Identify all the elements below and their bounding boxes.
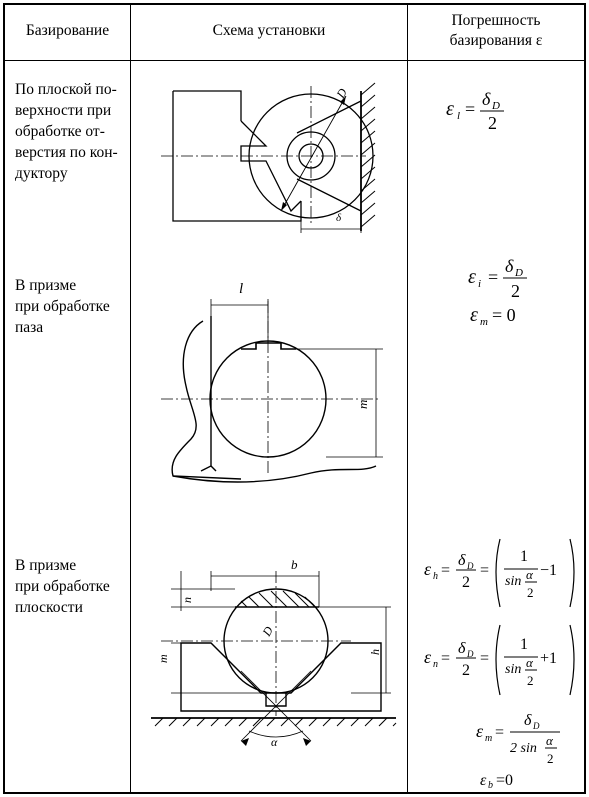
svg-text:ε: ε <box>424 559 432 579</box>
row1-line: По плоской по- <box>15 81 117 98</box>
header-error <box>408 11 584 51</box>
f1-eps: ε <box>446 98 454 120</box>
svg-text:ε: ε <box>470 304 478 326</box>
f3-h-alpha: α <box>526 567 533 582</box>
f2-den: 2 <box>511 281 520 301</box>
label-m3: m <box>156 654 170 663</box>
f3-m-sub: m <box>485 733 493 744</box>
svg-text:=: = <box>495 724 505 741</box>
svg-text:D: D <box>533 721 540 731</box>
f3-h-sin: sin <box>505 574 522 589</box>
scheme-conductor <box>131 61 407 251</box>
f3-h-minus: −1 <box>540 562 558 579</box>
svg-text:ε: ε <box>480 772 487 789</box>
row2-line: паза <box>15 319 44 336</box>
svg-text:=: = <box>465 99 476 119</box>
svg-text:D: D <box>467 561 474 571</box>
row1-line: верстия по кон- <box>15 144 118 161</box>
header-basing: Базирование <box>25 22 110 39</box>
f3-h-two: 2 <box>527 585 534 600</box>
scheme-plane <box>131 551 407 791</box>
header-scheme: Схема установки <box>212 22 326 39</box>
f2-num: δ <box>505 256 514 276</box>
f2-rhs: = 0 <box>492 305 516 325</box>
header-error-line2: базирования ε <box>449 32 543 49</box>
f3-n-plus: +1 <box>540 650 558 667</box>
svg-text:1: 1 <box>520 636 528 653</box>
header-error-line1: Погрешность <box>451 12 541 29</box>
row1-basing <box>15 79 127 184</box>
row3-line: плоскости <box>15 599 83 616</box>
svg-text:δ: δ <box>458 552 466 569</box>
svg-text:2: 2 <box>462 574 470 591</box>
row1-line: дуктору <box>15 165 68 182</box>
label-D: D <box>333 85 350 101</box>
row3-line: при обработке <box>15 578 110 595</box>
row3-line: В призме <box>15 557 77 574</box>
svg-text:2: 2 <box>527 673 534 688</box>
svg-text:sin: sin <box>505 662 522 677</box>
svg-text:α: α <box>546 733 553 748</box>
row1-line: обработке от- <box>15 123 105 140</box>
f1-sub: l <box>457 110 461 122</box>
svg-text:=: = <box>441 562 451 579</box>
scheme-groove <box>131 261 407 491</box>
svg-text:δ: δ <box>458 640 466 657</box>
svg-text:=: = <box>480 650 490 667</box>
label-D3: D <box>259 623 276 639</box>
f3-n-sub: n <box>433 659 438 670</box>
svg-text:2: 2 <box>547 751 554 766</box>
svg-text:ε: ε <box>476 721 484 741</box>
f2-sub-m: m <box>480 316 488 328</box>
label-n: n <box>180 597 194 603</box>
svg-text:=: = <box>441 650 451 667</box>
f3-b-rhs: =0 <box>496 772 514 789</box>
label-m: m <box>355 399 370 409</box>
f3-h-one: 1 <box>520 548 528 565</box>
f1-num: δ <box>482 89 491 109</box>
basing-table <box>3 3 586 794</box>
f1-den: 2 <box>488 113 497 133</box>
label-l: l <box>239 281 244 297</box>
row2-line: В призме <box>15 277 77 294</box>
f3-m-den: 2 sin <box>510 741 537 756</box>
f3-b-sub: b <box>488 780 493 791</box>
f1-num-sub: D <box>492 100 500 112</box>
svg-text:D: D <box>467 649 474 659</box>
f3-h-sub: h <box>433 571 438 582</box>
svg-text:=: = <box>488 267 499 287</box>
formula-row3 <box>408 527 584 793</box>
row3-basing <box>15 555 127 618</box>
row1-line: верхности при <box>15 102 112 119</box>
svg-text:2: 2 <box>462 662 470 679</box>
svg-text:ε: ε <box>468 266 476 288</box>
row2-line: при обработке <box>15 298 110 315</box>
row2-basing <box>15 275 127 338</box>
f2-num-sub: D <box>515 267 523 279</box>
svg-text:=: = <box>480 562 490 579</box>
svg-text:α: α <box>526 655 533 670</box>
svg-text:ε: ε <box>424 647 432 667</box>
label-h: h <box>368 649 382 655</box>
label-b: b <box>291 557 298 572</box>
f2-sub-i: i <box>478 278 482 290</box>
label-delta: δ <box>336 212 342 224</box>
svg-text:δ: δ <box>524 712 532 729</box>
formula-row2 <box>408 255 584 335</box>
label-alpha: α <box>271 735 278 749</box>
formula-row1 <box>408 61 584 161</box>
